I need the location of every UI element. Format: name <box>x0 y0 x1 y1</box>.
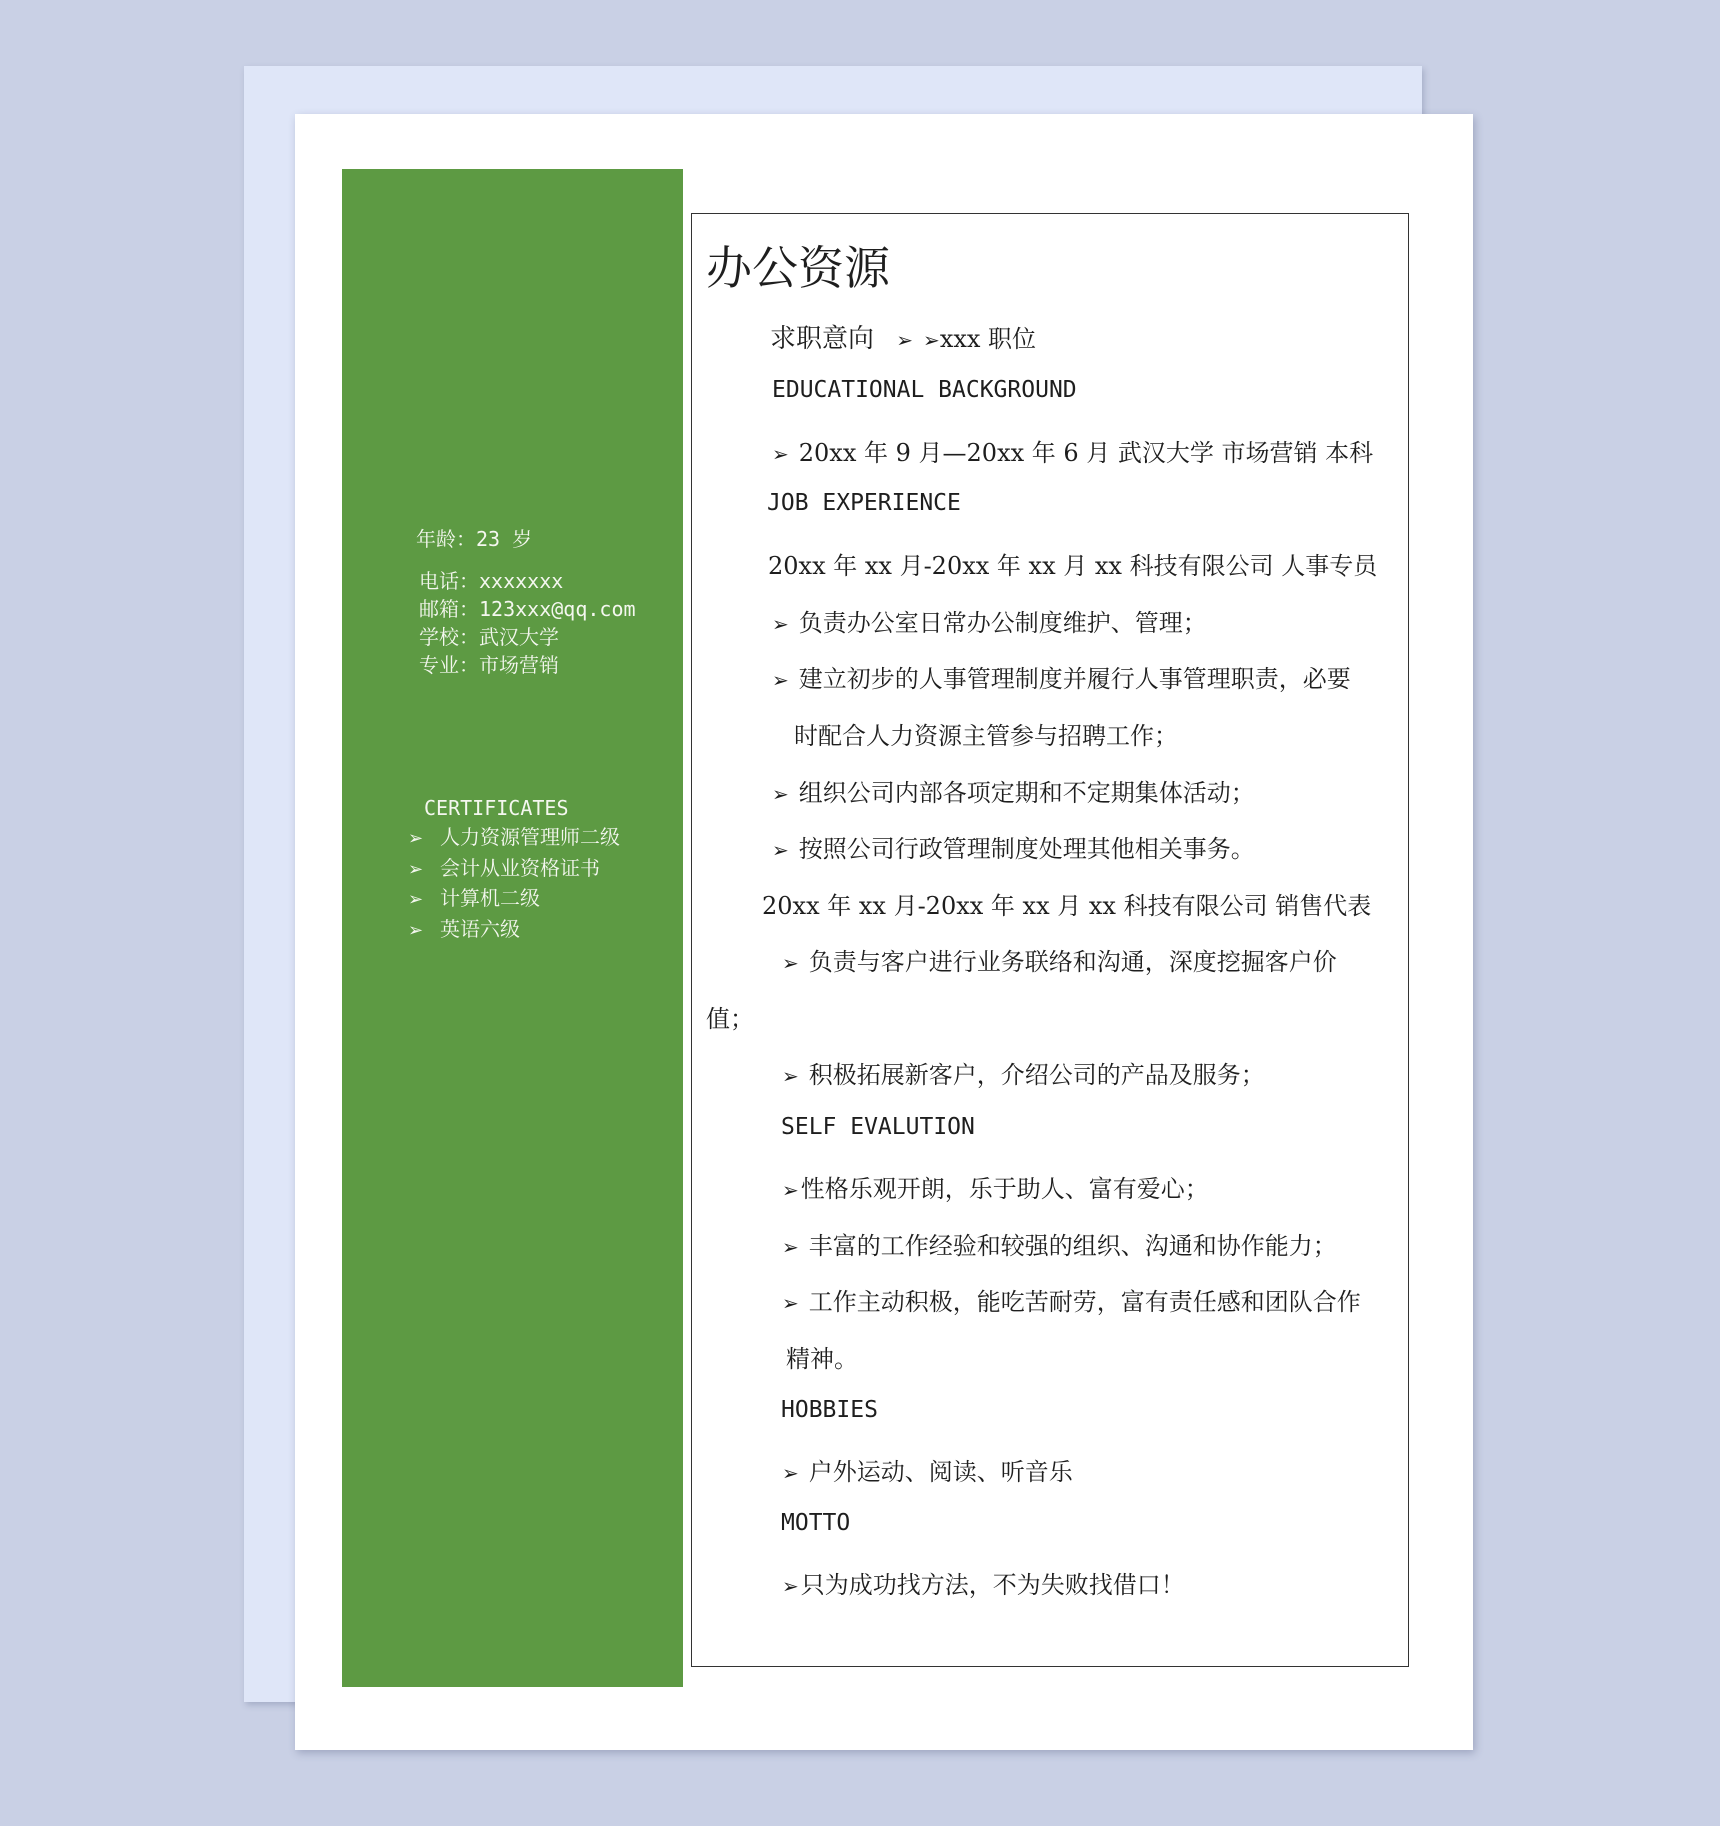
job1-item: ➢ 建立初步的人事管理制度并履行人事管理职责，必要 <box>772 665 1351 693</box>
job1-item: ➢ 负责办公室日常办公制度维护、管理； <box>772 609 1207 637</box>
job1-item: ➢ 组织公司内部各项定期和不定期集体活动； <box>772 779 1255 807</box>
phone-info: 电话：xxxxxxx <box>419 569 564 593</box>
job1-title: 20xx 年 xx 月-20xx 年 xx 月 xx 科技有限公司 人事专员 <box>768 552 1378 580</box>
motto-item: ➢只为成功找方法，不为失败找借口！ <box>782 1571 1185 1599</box>
document-title: 办公资源 <box>706 241 890 295</box>
major-info: 专业：市场营销 <box>419 653 559 677</box>
arrow-icon: ➢ <box>408 858 424 880</box>
job-heading: JOB EXPERIENCE <box>767 490 961 516</box>
green-sidebar <box>342 169 683 1687</box>
arrow-icon: ➢ <box>782 1064 799 1088</box>
motto-heading: MOTTO <box>781 1510 851 1536</box>
arrow-icon: ➢ <box>772 782 789 806</box>
arrow-icon: ➢ <box>896 328 914 352</box>
arrow-icon: ➢ <box>772 612 789 636</box>
arrow-icon: ➢ <box>782 1574 799 1598</box>
age-info: 年龄：23 岁 <box>416 527 533 551</box>
job2-item: ➢ 积极拓展新客户，介绍公司的产品及服务； <box>782 1061 1265 1089</box>
arrow-icon: ➢ <box>782 1461 799 1485</box>
list-item: ➢ 计算机二级 <box>408 884 620 915</box>
job1-item-continuation: 时配合人力资源主管参与招聘工作； <box>794 722 1178 750</box>
email-info: 邮箱：123xxx@qq.com <box>419 597 636 621</box>
hobbies-heading: HOBBIES <box>781 1397 878 1423</box>
arrow-icon: ➢ <box>772 838 789 862</box>
self-evaluation-heading: SELF EVALUTION <box>781 1114 975 1140</box>
self-item: ➢性格乐观开朗，乐于助人、富有爱心； <box>782 1175 1209 1203</box>
objective-label: 求职意向 <box>770 324 875 354</box>
content-border-box <box>691 213 1409 1667</box>
education-item: ➢ 20xx 年 9 月—20xx 年 6 月 武汉大学 市场营销 本科 <box>772 439 1374 467</box>
self-item: ➢ 工作主动积极，能吃苦耐劳，富有责任感和团队合作 <box>782 1288 1361 1316</box>
list-item: ➢ 人力资源管理师二级 <box>408 823 620 854</box>
job2-item-continuation: 值； <box>706 1005 754 1033</box>
self-item-continuation: 精神。 <box>786 1345 858 1373</box>
arrow-icon: ➢ <box>408 828 424 849</box>
job1-item: ➢ 按照公司行政管理制度处理其他相关事务。 <box>772 835 1255 863</box>
arrow-icon: ➢ <box>408 919 424 941</box>
arrow-icon: ➢ <box>782 951 799 975</box>
arrow-icon: ➢ <box>772 442 789 466</box>
objective-line <box>770 318 1036 355</box>
list-item: ➢ 英语六级 <box>408 915 620 946</box>
education-heading: EDUCATIONAL BACKGROUND <box>772 377 1077 403</box>
list-item: ➢ 会计从业资格证书 <box>408 854 620 885</box>
arrow-icon: ➢ <box>782 1178 799 1202</box>
arrow-icon: ➢ <box>782 1235 799 1259</box>
self-item: ➢ 丰富的工作经验和较强的组织、沟通和协作能力； <box>782 1232 1337 1260</box>
certificates-list <box>408 823 620 945</box>
arrow-icon: ➢ <box>772 668 789 692</box>
arrow-icon: ➢ <box>782 1291 799 1315</box>
arrow-icon: ➢ <box>923 328 940 352</box>
objective-value: xxx 职位 <box>939 325 1037 353</box>
hobbies-item: ➢ 户外运动、阅读、听音乐 <box>782 1458 1073 1486</box>
arrow-icon: ➢ <box>408 889 424 910</box>
school-info: 学校：武汉大学 <box>419 625 559 649</box>
job2-title: 20xx 年 xx 月-20xx 年 xx 月 xx 科技有限公司 销售代表 <box>762 892 1372 920</box>
job2-item: ➢ 负责与客户进行业务联络和沟通，深度挖掘客户价 <box>782 948 1337 976</box>
certificates-heading: CERTIFICATES <box>424 796 569 820</box>
